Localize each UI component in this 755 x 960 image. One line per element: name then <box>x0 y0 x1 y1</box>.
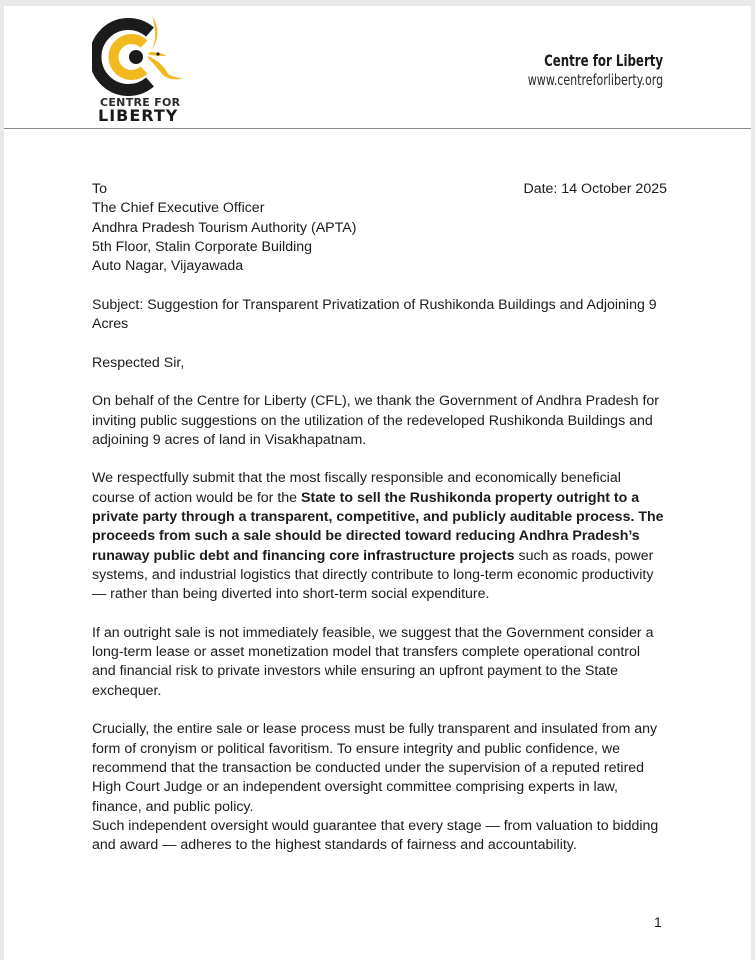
page-number: 1 <box>654 914 662 930</box>
paragraph-oversight-conclusion: Such independent oversight would guarantee that every stage — from valuation to bidding and award — adheres to the highest standards of fairness and accountability. <box>92 817 659 854</box>
address-line: Auto Nagar, Vijayawada <box>92 258 244 275</box>
recommendation-text-pre: We respectfully submit that the most fiscally responsible and economically beneficial course of action would be for the <box>92 470 621 506</box>
letter-body <box>92 180 667 875</box>
address-line: 5th Floor, Stalin Corporate Building <box>92 238 313 255</box>
recipient-address <box>92 199 667 276</box>
recommendation-text-post: such as roads, power systems, and industrial logistics that directly contribute to long-term economic productivity — rather than being diverted into short-term social expenditure. <box>92 547 654 603</box>
address-line: The Chief Executive Officer <box>92 200 265 217</box>
cfl-logo-icon <box>92 12 192 96</box>
letterhead <box>4 6 751 129</box>
org-name: Centre for Liberty <box>543 51 663 70</box>
org-url: www.centreforliberty.org <box>527 71 663 89</box>
paragraph-lease-alternative: If an outright sale is not immediately feasible, we suggest that the Government consider a long-term lease or asset monetization model that transfers complete operational control and financial risk to private investors while ensuring an upfront payment to the State exchequer. <box>92 624 654 699</box>
paragraph-oversight: Crucially, the entire sale or lease process must be fully transparent and insulated from any form of cronyism or political favoritism. To ensure integrity and public confidence, we recommend that the transaction be conducted under the supervision of a reputed retired High Court Judge or an independent oversight committee comprising experts in law, finance, and public policy. <box>92 721 658 815</box>
logo-text-liberty: LIBERTY <box>98 106 179 125</box>
letter-page <box>4 6 751 960</box>
to-label: To <box>92 181 107 197</box>
paragraph-recommendation <box>92 469 667 604</box>
org-info <box>498 51 663 89</box>
cfl-logo <box>92 12 192 125</box>
subject-line: Subject: Suggestion for Transparent Privatization of Rushikonda Buildings and Adjoining 9 Acres <box>92 296 657 333</box>
recommendation-text-bold: State to sell the Rushikonda property outright to a private party through a transparent, competitive, and publicly auditable process. The proceeds from such a sale should be directed toward reducing Andhra Pradesh’s runaway public debt and financing core infrastructure projects <box>92 489 664 564</box>
paragraph-intro: On behalf of the Centre for Liberty (CFL), we thank the Government of Andhra Pradesh for inviting public suggestions on the utilization of the redeveloped Rushikonda Buildings and adjoining 9 acres of land in Visakhapatnam. <box>92 393 660 448</box>
letter-date: Date: 14 October 2025 <box>523 181 667 197</box>
logo-text-centre-for: CENTRE FOR <box>100 96 181 109</box>
to-date-row <box>92 180 667 199</box>
address-line: Andhra Pradesh Tourism Authority (APTA) <box>92 219 357 236</box>
salutation: Respected Sir, <box>92 354 185 371</box>
